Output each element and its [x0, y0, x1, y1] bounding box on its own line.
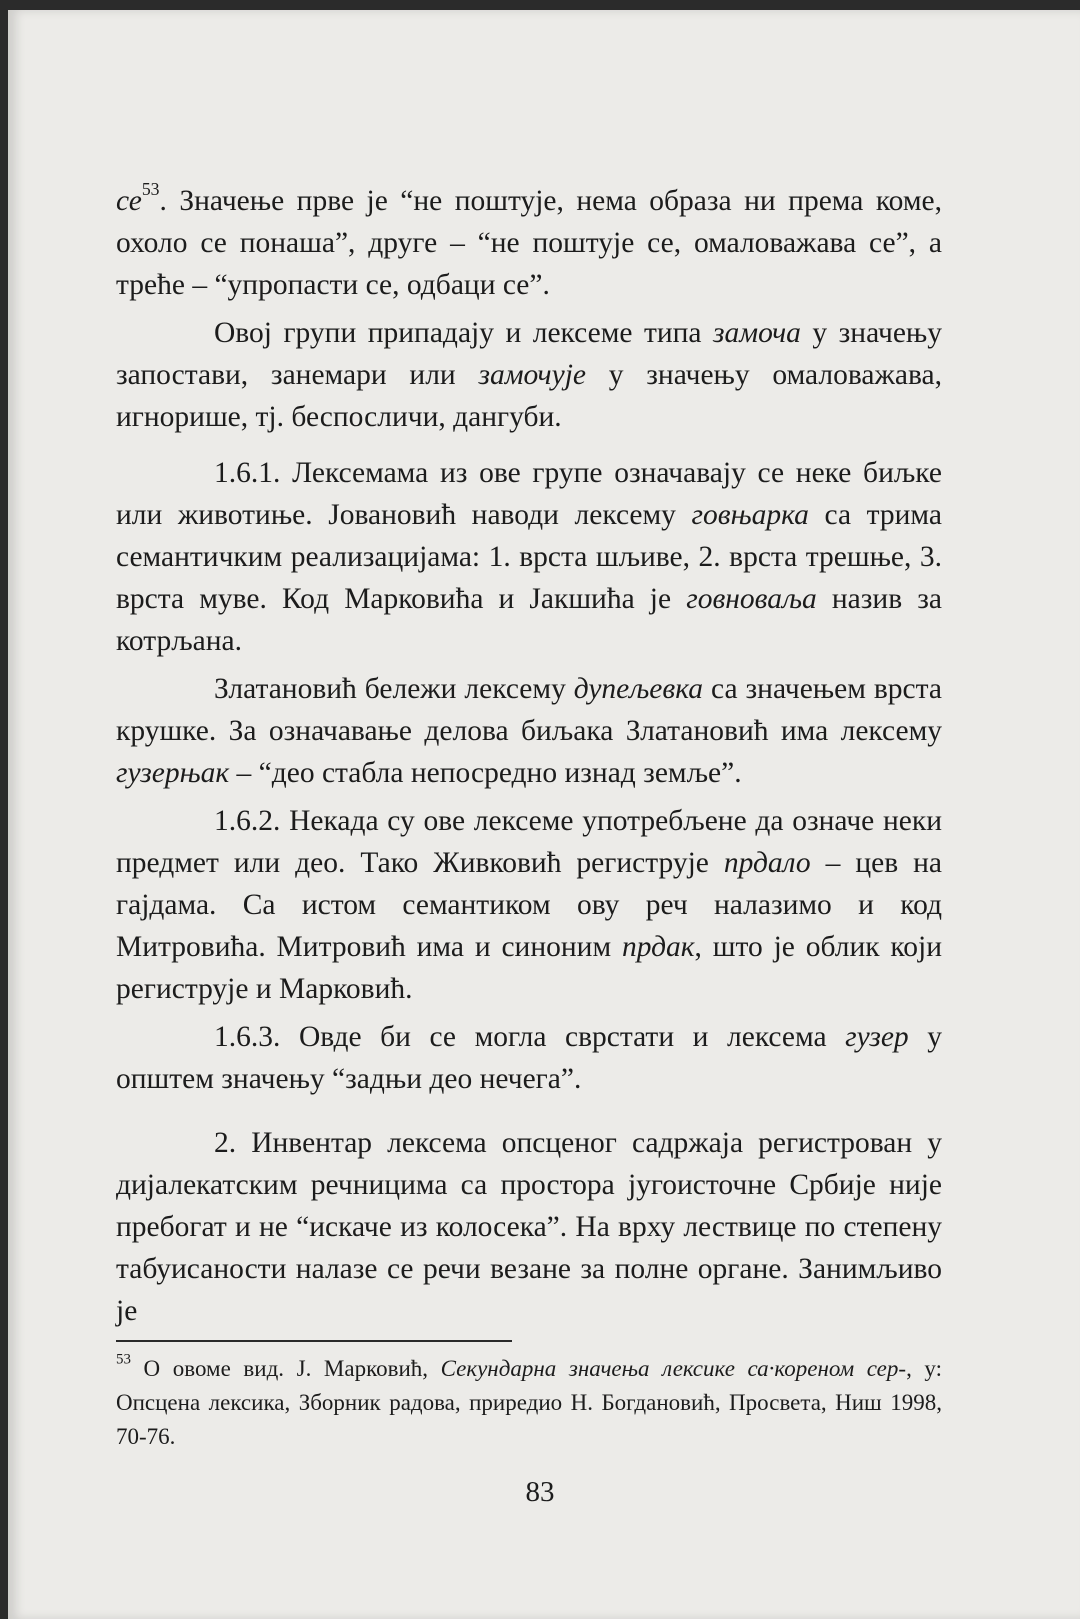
italic-term: замочује	[478, 359, 586, 391]
paragraph: 1.6.1. Лексемама из ове групе означавају се неке биљке или животиње. Јовановић наводи лексему говњарка са трима семантичким реализацијама: 1. врста шљиве, 2. врста трешње, 3. врста муве. Код Марковића и Јакшића је говноваља назив за котрљана.	[116, 457, 942, 657]
paragraph: 1.6.2. Некада су ове лексеме употребљене да означе неки предмет или део. Тако Живковић региструје прдало – цев на гајдама. Са истом семантиком ову реч налазимо и код Митровића. Митровић има и синоним прдак, што је облик који региструје и Марковић.	[116, 805, 942, 1005]
italic-term: говњарка	[691, 499, 809, 531]
footnote-number: 53	[116, 1351, 131, 1368]
paragraph: Златановић бележи лексему дупељевка са значењем врста крушке. За означавање делова биљака Златановић има лексему гузерњак – “део стабла непосредно изнад земље”.	[116, 673, 942, 789]
body-text	[116, 180, 942, 1338]
italic-term: гузерњак	[116, 757, 230, 789]
paragraph: 1.6.3. Овде би се могла сврстати и лексема гузер у општем значењу “задњи део нечега”.	[116, 1021, 943, 1095]
italic-title: Секундарна значења лексике са·кореном сер-	[440, 1356, 907, 1381]
italic-term: замоча	[713, 317, 801, 349]
italic-term: прдак	[621, 931, 695, 963]
footnote: $^{53}$ О овоме вид. Ј. Марковић, Секундарна значења лексике са·кореном сер-, у: Опсцена лексика, Зборник радова, приредио Н. Богдановић, Просвета, Ниш 1998, 70-76.	[116, 1351, 943, 1449]
paragraph: 2. Инвентар лексема опсценог садржаја регистрован у дијалекатским речницима са простора југоисточне Србије није пребогат и не “искаче из колосека”. На врху лествице по степену табуисаности налазе се речи везане за полне органе. Занимљиво је	[116, 1127, 942, 1327]
footnote-reference: 53	[141, 178, 160, 199]
italic-word: се	[116, 185, 142, 217]
paragraph: $се^{53}$. Значење прве је “не поштује, нема образа ни према коме, охоло се понаша”, друге – “не поштује се, омаловажава се”, а треће – “упропасти се, одбаци се”.	[116, 178, 942, 301]
paragraph: Овој групи припадају и лексеме типа замоча у значењу запостави, занемари или замочује у значењу омаловажава, игнорише, тј. беспосличи, дангуби.	[116, 317, 942, 433]
footnote-rule	[116, 1340, 512, 1342]
italic-term: гузер	[845, 1021, 909, 1053]
italic-term: дупељевка	[573, 673, 704, 705]
page-number: 83	[525, 1476, 555, 1508]
italic-term: прдало	[723, 847, 811, 879]
italic-term: говноваља	[686, 583, 817, 615]
